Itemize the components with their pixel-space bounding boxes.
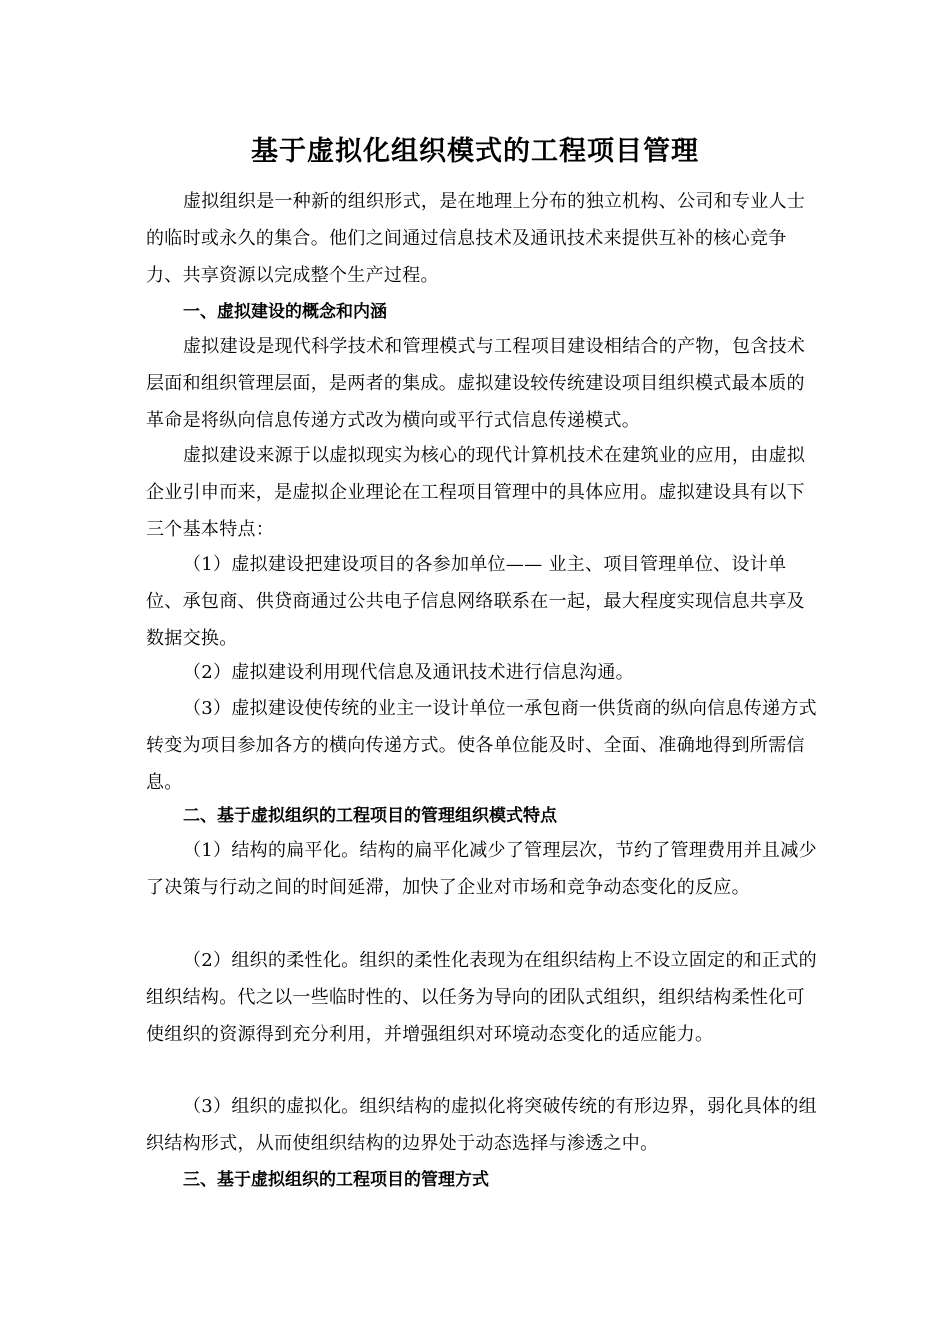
section-1-item-1: （1）虚拟建设把建设项目的各参加单位—— 业主、项目管理单位、设计单位、承包商、供贷商通过公共电子信息网络联系在一起，最大程度实现信息共享及数据交换。 bbox=[146, 554, 805, 649]
section-1-heading: 一、虚拟建设的概念和内涵 bbox=[183, 302, 387, 322]
section-1-item-2: （2）虚拟建设利用现代信息及通讯技术进行信息沟通。 bbox=[183, 662, 634, 683]
section-3-heading: 三、基于虚拟组织的工程项目的管理方式 bbox=[183, 1170, 489, 1190]
section-2-heading: 二、基于虚拟组织的工程项目的管理组织模式特点 bbox=[183, 806, 557, 826]
section-2-item-2: （2）组织的柔性化。组织的柔性化表现为在组织结构上不设立固定的和正式的组织结构。代之以一些临时性的、以任务为导向的团队式组织，组织结构柔性化可使组织的资源得到充分利用，并增强组织对环境动态变化的适应能力。 bbox=[146, 950, 817, 1045]
document-title: 基于虚拟化组织模式的工程项目管理 bbox=[251, 136, 699, 167]
section-1-item-3: （3）虚拟建设使传统的业主一设计单位一承包商一供货商的纵向信息传递方式转变为项目参加各方的横向传递方式。使各单位能及时、全面、准确地得到所需信息。 bbox=[146, 698, 817, 793]
section-1-paragraph-2: 虚拟建设来源于以虚拟现实为核心的现代计算机技术在建筑业的应用，由虚拟企业引申而来，是虚拟企业理论在工程项目管理中的具体应用。虚拟建设具有以下三个基本特点： bbox=[146, 445, 806, 540]
section-1-paragraph-1: 虚拟建设是现代科学技术和管理模式与工程项目建设相结合的产物，包含技术层面和组织管理层面，是两者的集成。虚拟建设较传统建设项目组织模式最本质的革命是将纵向信息传递方式改为横向或平行式信息传递模式。 bbox=[146, 336, 806, 431]
intro-paragraph: 虚拟组织是一种新的组织形式，是在地理上分布的独立机构、公司和专业人士的临时或永久的集合。他们之间通过信息技术及通讯技术来提供互补的核心竞争力、共享资源以完成整个生产过程。 bbox=[146, 191, 806, 286]
section-2-item-3: （3）组织的虚拟化。组织结构的虚拟化将突破传统的有形边界，弱化具体的组织结构形式，从而使组织结构的边界处于动态选择与渗透之中。 bbox=[146, 1096, 817, 1154]
section-2-item-1: （1）结构的扁平化。结构的扁平化减少了管理层次，节约了管理费用并且减少了决策与行动之间的时间延滞，加快了企业对市场和竞争动态变化的反应。 bbox=[146, 840, 817, 898]
